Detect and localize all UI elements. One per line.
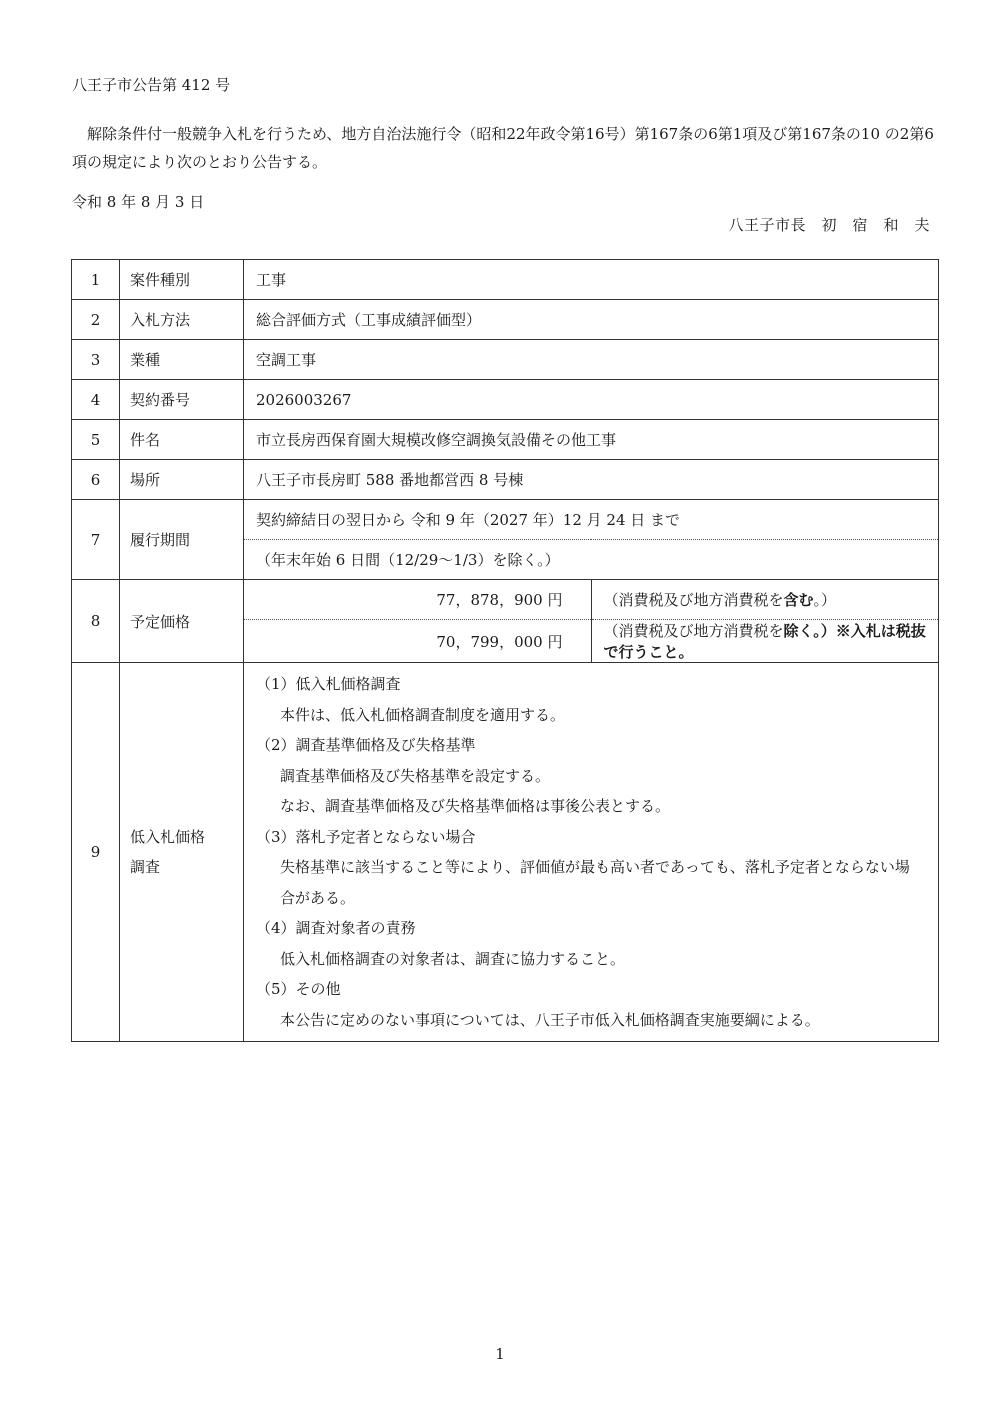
table-row-low-bid [72,663,939,1042]
table-row [72,460,939,500]
table-row [72,260,939,300]
period-line-2: （年末年始 6 日間（12/29～1/3）を除く。） [244,540,939,580]
page-number: 1 [495,1345,505,1363]
row-number: 4 [72,380,120,420]
intro-paragraph: 解除条件付一般競争入札を行うため、地方自治法施行令（昭和22年政令第16号）第167条の6第1項及び第167条の10 の2第6項の規定により次のとおり公告する。 [72,125,934,171]
row-value: 工事 [244,260,939,300]
section-heading: （1）低入札価格調査 [256,675,401,693]
section-heading: （3）落札予定者とならない場合 [256,827,476,846]
table-row [72,340,939,380]
section-body: 本公告に定めのない事項については、八王子市低入札価格調査実施要綱による。 [280,1010,820,1029]
row-number: 2 [72,300,120,340]
section-body: 合がある。 [280,888,356,907]
row-label: 案件種別 [120,260,244,300]
row-label: 低入札価格 調査 [120,663,244,1042]
row-label: 履行期間 [120,500,244,580]
row-value: 2026003267 [244,380,939,420]
section-heading: （2）調査基準価格及び失格基準 [256,736,476,754]
row-number: 8 [72,580,120,663]
row-number: 9 [72,663,120,1042]
row-value: 市立長房西保育園大規模改修空調換気設備その他工事 [244,420,939,460]
section-heading: （4）調査対象者の責務 [256,919,416,937]
notice-number: 八王子市公告第 412 号 [72,76,231,94]
notice-date: 令和 8 年 8 月 3 日 [72,193,205,211]
row-number: 5 [72,420,120,460]
section-heading: （5）その他 [256,980,341,998]
price-note-with-tax: （消費税及び地方消費税を含む。） [591,580,939,620]
row-label: 予定価格 [120,580,244,663]
section-body: 失格基準に該当すること等により、評価値が最も高い者であっても、落札予定者とならない場 [280,858,910,876]
section-body: なお、調査基準価格及び失格基準価格は事後公表とする。 [280,797,671,815]
signer: 八王子市長 初 宿 和 夫 [728,216,930,234]
row-label: 業種 [120,340,244,380]
row-value: 空調工事 [244,340,939,380]
row-number: 7 [72,500,120,580]
row-value: 総合評価方式（工事成績評価型） [244,300,939,340]
notice-table [71,259,939,1042]
section-body: 低入札価格調査の対象者は、調査に協力すること。 [280,949,626,968]
table-row [72,300,939,340]
row-number: 3 [72,340,120,380]
table-row-period [72,500,939,540]
price-note-without-tax: （消費税及び地方消費税を除く。）※入札は税抜で行うこと。 [591,620,939,663]
table-row [72,420,939,460]
low-bid-details [244,663,939,1042]
table-row [72,380,939,420]
row-label: 契約番号 [120,380,244,420]
row-label: 場所 [120,460,244,500]
section-body: 本件は、低入札価格調査制度を適用する。 [280,705,566,724]
table-row-price [72,580,939,620]
section-body: 調査基準価格及び失格基準を設定する。 [280,766,551,785]
price-without-tax: 70，799，000 円 [244,620,592,663]
row-number: 6 [72,460,120,500]
period-line-1: 契約締結日の翌日から 令和 9 年（2027 年）12 月 24 日 まで [244,500,939,540]
price-with-tax: 77，878，900 円 [244,580,592,620]
row-number: 1 [72,260,120,300]
row-value: 八王子市長房町 588 番地都営西 8 号棟 [244,460,939,500]
row-label: 件名 [120,420,244,460]
row-label: 入札方法 [120,300,244,340]
